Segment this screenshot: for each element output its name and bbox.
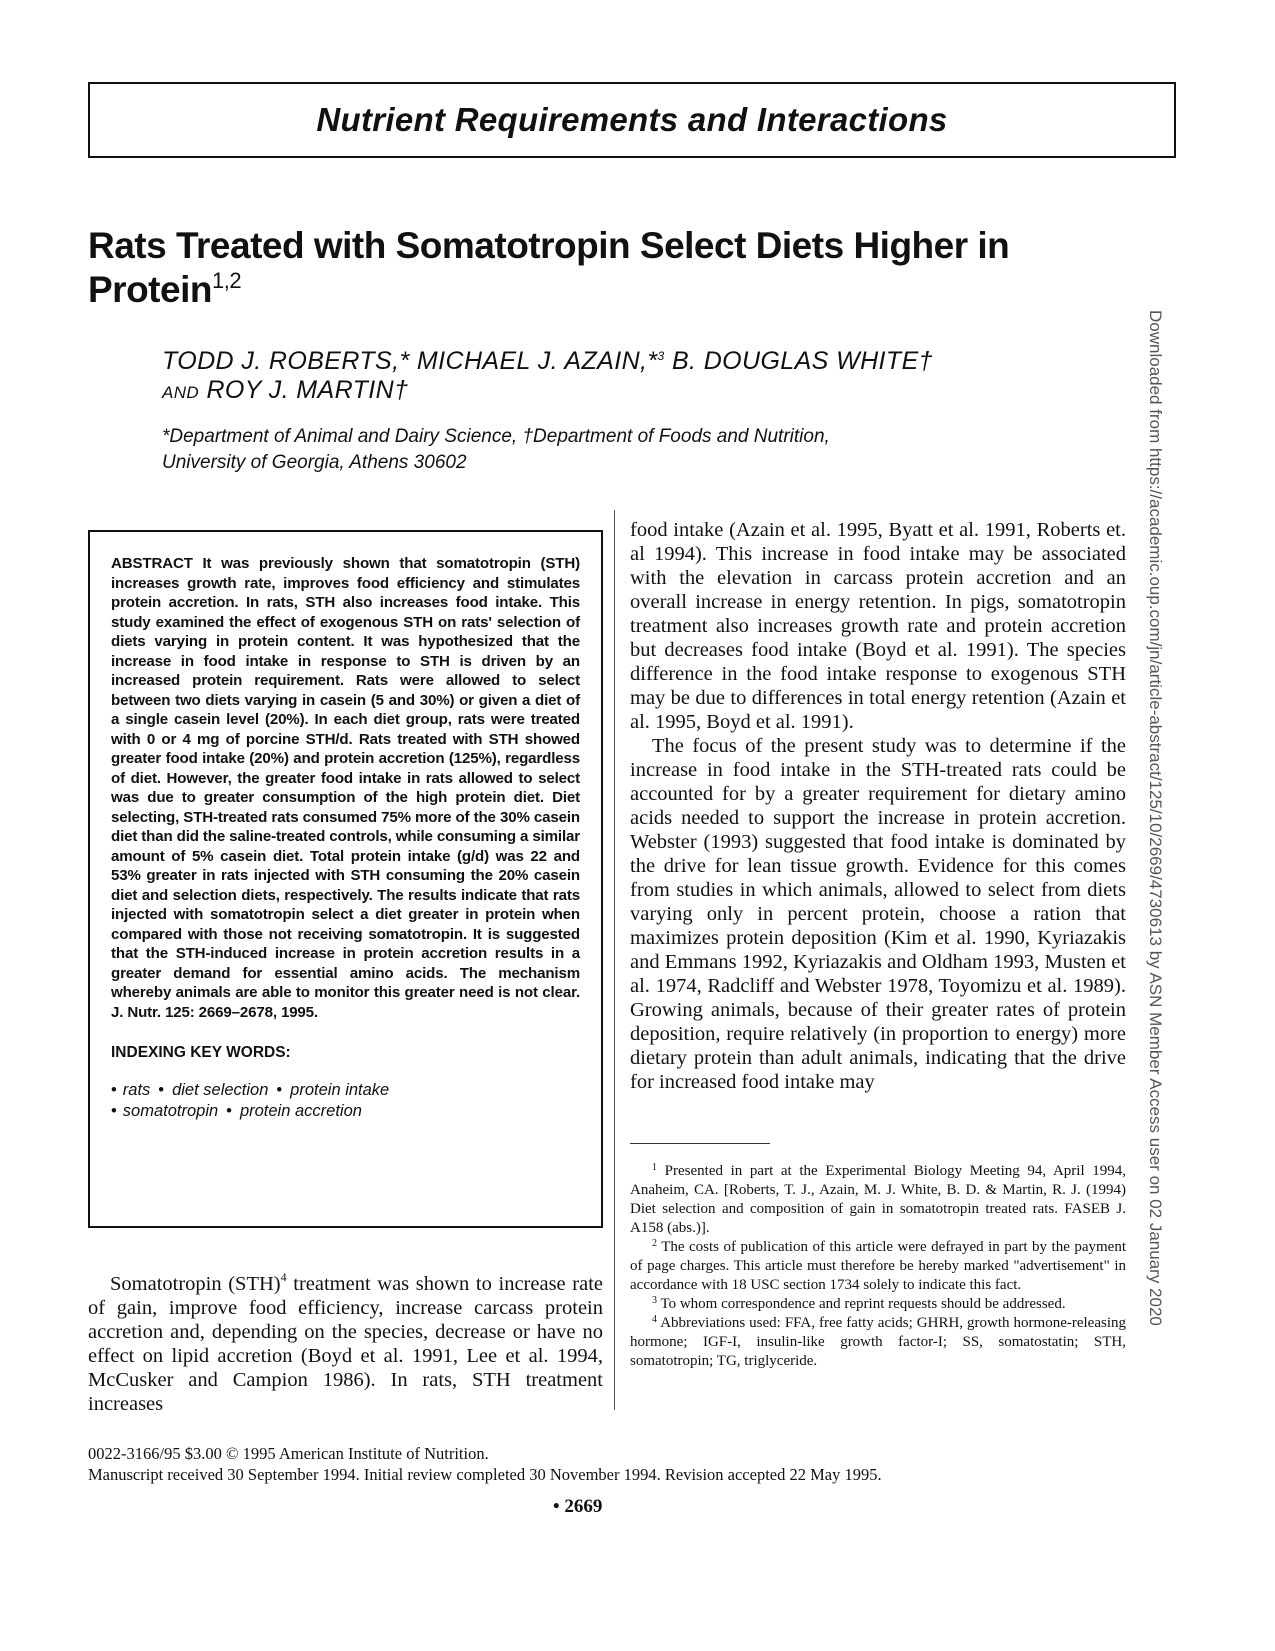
footnote-mark: 1	[652, 1162, 657, 1173]
authors-line1-tail: B. DOUGLAS WHITE†	[664, 347, 933, 375]
article-title	[88, 224, 1088, 312]
body-paragraph: The focus of the present study was to determine if the increase in food intake in the STH-treated rats could be accounted for by a greater requirement for dietary amino acids needed to support the increase in protein accretion. Webster (1993) suggested that food intake is dominated by the drive for lean tissue growth. Evidence for this comes from studies in which animals, allowed to select from diets varying only in percent protein, choose a ration that maximizes protein deposition (Kim et al. 1990, Kyriazakis and Emmans 1992, Kyriazakis and Oldham 1993, Musten et al. 1974, Radcliff and Webster 1978, Toyomizu et al. 1989). Growing animals, because of their greater rates of protein deposition, require relatively (in proportion to energy) more dietary protein than adult animals, indicating that the drive for increased food intake may	[630, 735, 1126, 1093]
keyword-item: protein intake	[290, 1081, 390, 1099]
body-left-rest: treatment was shown to increase rate of gain, improve food efficiency, increase carcass protein accretion and, depending on the species, decrease or have no effect on lipid accretion (Boyd et al. 1991, Lee et al. 1994, McCusker and Campion 1986). In rats, STH treatment increases	[88, 1273, 603, 1415]
author-list	[162, 347, 1062, 407]
body-paragraph: food intake (Azain et al. 1995, Byatt et al. 1991, Roberts et. al 1994). This increase in food intake may be associated with the elevation in carcass protein accretion and an overall increase in energy retention. In pigs, somatotropin treatment also increases growth rate and protein accretion but decreases food intake (Boyd et al. 1991). The species difference in the food intake response to exogenous STH may be due to differences in total energy retention (Azain et al. 1995, Boyd et al. 1991).	[630, 519, 1126, 733]
manuscript-dates: Manuscript received 30 September 1994. Initial review completed 30 November 1994. Revision accepted 22 May 1995.	[88, 1465, 882, 1484]
section-header-box	[88, 82, 1176, 158]
affiliation-line-2: University of Georgia, Athens 30602	[162, 452, 467, 473]
author-line-2	[162, 376, 1062, 407]
section-header: Nutrient Requirements and Interactions	[316, 101, 948, 138]
footnote-text: The costs of publication of this article were defrayed in part by the payment of page charges. This article must therefore be hereby marked "advertisement" in accordance with 18 USC section 1734 solely to indicate this fact.	[630, 1239, 1126, 1293]
authors-line1: TODD J. ROBERTS,* MICHAEL J. AZAIN,*	[162, 347, 658, 375]
download-watermark: Downloaded from https://academic.oup.com/jn/article-abstract/125/10/2669/4730613 by ASN Member Access user on 02 January 2020	[1146, 310, 1165, 1326]
affiliation	[162, 424, 1062, 476]
footnote-rule	[630, 1143, 770, 1144]
affiliation-line-1: *Department of Animal and Dairy Science, †Department of Foods and Nutrition,	[162, 426, 830, 447]
authors-line2: ROY J. MARTIN†	[199, 376, 409, 404]
keywords-heading: INDEXING KEY WORDS:	[111, 1044, 291, 1061]
footnote-text: To whom correspondence and reprint requests should be addressed.	[660, 1296, 1066, 1312]
keyword-row-2: • somatotropin • protein accretion	[111, 1102, 362, 1120]
keyword-list	[111, 1080, 580, 1122]
keyword-item: somatotropin	[122, 1102, 219, 1120]
footnote-text: Presented in part at the Experimental Biology Meeting 94, April 1994, Anaheim, CA. [Roberts, T. J., Azain, M. J. White, B. D. & Martin, R. J. (1994) Diet selection and composition of gain in somatotropin treated rats. FASEB J. A158 (abs.)].	[630, 1163, 1127, 1236]
column-divider	[614, 510, 615, 1410]
copyright-line: 0022-3166/95 $3.00 © 1995 American Institute of Nutrition.	[88, 1444, 489, 1463]
body-text-left	[88, 1272, 603, 1416]
body-left-start: Somatotropin (STH)	[110, 1273, 281, 1295]
footnote-text: Abbreviations used: FFA, free fatty acids; GHRH, growth hormone-releasing hormone; IGF-I, insulin-like growth factor-I; SS, somatostatin; STH, somatotropin; TG, triglyceride.	[630, 1315, 1126, 1369]
abstract-box	[88, 530, 603, 1228]
keyword-item: rats	[122, 1081, 151, 1099]
keyword-row-1: • rats • diet selection • protein intake	[111, 1081, 390, 1099]
body-left-footnote-mark: 4	[280, 1270, 287, 1284]
title-footnote-marks: 1,2	[211, 268, 242, 293]
footnotes	[630, 1162, 1126, 1371]
author-footnote-mark: 3	[657, 349, 665, 363]
footnote	[630, 1162, 1126, 1238]
footnote	[630, 1238, 1126, 1295]
footnote	[630, 1295, 1126, 1314]
keyword-item: diet selection	[172, 1081, 269, 1099]
article-title-text: Rats Treated with Somatotropin Select Diets Higher in Protein	[88, 225, 1010, 310]
publication-meta	[88, 1443, 1138, 1485]
footnote-mark: 4	[652, 1314, 657, 1325]
body-text-right	[630, 518, 1126, 1094]
author-line-1	[162, 347, 1062, 376]
page-number: • 2669	[553, 1496, 603, 1517]
footnote-mark: 3	[652, 1295, 657, 1306]
footnote	[630, 1314, 1126, 1371]
authors-and: AND	[162, 383, 200, 402]
abstract-text: ABSTRACT It was previously shown that somatotropin (STH) increases growth rate, improves food efficiency and stimulates protein accretion. In rats, STH also increases food intake. This study examined the effect of exogenous STH on rats' selection of diets varying in protein content. It was hypothesized that the increase in food intake in response to STH is driven by an increased protein requirement. Rats were allowed to select between two diets varying in casein (5 and 30%) or given a diet of a single casein level (20%). In each diet group, rats were treated with 0 or 4 mg of porcine STH/d. Rats treated with STH showed greater food intake (20%) and protein accretion (125%), regardless of diet. However, the greater food intake in rats allowed to select was due to greater consumption of the high protein diet. Diet selecting, STH-treated rats consumed 75% more of the 30% casein diet than did the saline-treated controls, while consuming a similar amount of 5% casein diet. Total protein intake (g/d) was 22 and 53% greater in rats injected with STH consuming the 20% casein diet and selection diets, respectively. The results indicate that rats injected with somatotropin select a diet greater in protein when compared with those not receiving somatotropin. It is suggested that the STH-induced increase in protein accretion results in a greater demand for essential amino acids. The mechanism whereby animals are able to monitor this greater need is not clear. J. Nutr. 125: 2669–2678, 1995.	[111, 555, 580, 1021]
footnote-mark: 2	[652, 1238, 657, 1249]
keyword-item: protein accretion	[239, 1102, 362, 1120]
